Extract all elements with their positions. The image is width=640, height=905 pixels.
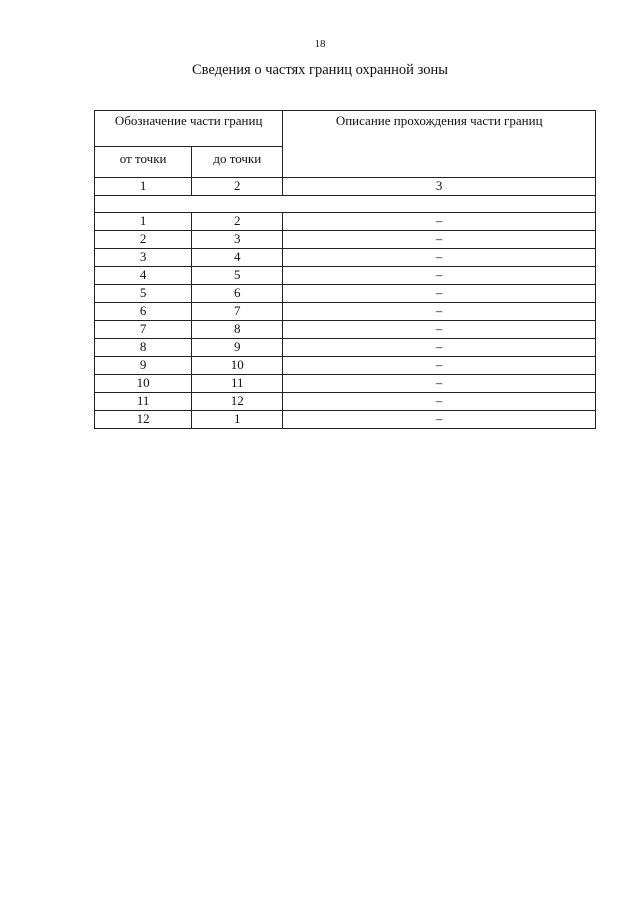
table-row [95,357,596,375]
column-number-row [95,178,596,196]
from-point-cell: 3 [95,249,192,267]
from-point-cell: 6 [95,303,192,321]
from-point-cell: 4 [95,267,192,285]
header-from-point: от точки [95,147,192,178]
from-point-cell: 9 [95,357,192,375]
to-point-cell: 7 [192,303,283,321]
table-row [95,231,596,249]
to-point-cell: 10 [192,357,283,375]
to-point-cell: 5 [192,267,283,285]
header-boundary-designation: Обозначение части границ [95,111,283,147]
table-row [95,267,596,285]
table-row [95,393,596,411]
column-number: 3 [283,178,596,196]
table-row [95,285,596,303]
to-point-cell: 2 [192,213,283,231]
description-cell: – [283,339,596,357]
table-row [95,411,596,429]
to-point-cell: 12 [192,393,283,411]
page-number: 18 [314,38,326,50]
description-cell: – [283,285,596,303]
spacer-row [95,196,596,213]
description-cell: – [283,357,596,375]
spacer-cell [95,196,596,213]
description-cell: – [283,213,596,231]
to-point-cell: 9 [192,339,283,357]
to-point-cell: 11 [192,375,283,393]
table-row [95,321,596,339]
column-number: 1 [95,178,192,196]
table-row [95,375,596,393]
from-point-cell: 7 [95,321,192,339]
table-row [95,339,596,357]
table-row [95,249,596,267]
description-cell: – [283,267,596,285]
description-cell: – [283,249,596,267]
description-cell: – [283,231,596,249]
description-cell: – [283,321,596,339]
to-point-cell: 4 [192,249,283,267]
from-point-cell: 2 [95,231,192,249]
table-row [95,303,596,321]
boundary-table [94,110,596,429]
header-to-point: до точки [192,147,283,178]
from-point-cell: 11 [95,393,192,411]
description-cell: – [283,411,596,429]
from-point-cell: 8 [95,339,192,357]
from-point-cell: 12 [95,411,192,429]
description-cell: – [283,393,596,411]
header-description: Описание прохождения части границ [283,111,596,178]
column-number: 2 [192,178,283,196]
from-point-cell: 1 [95,213,192,231]
to-point-cell: 1 [192,411,283,429]
to-point-cell: 8 [192,321,283,339]
description-cell: – [283,375,596,393]
from-point-cell: 5 [95,285,192,303]
to-point-cell: 3 [192,231,283,249]
description-cell: – [283,303,596,321]
from-point-cell: 10 [95,375,192,393]
to-point-cell: 6 [192,285,283,303]
header-row [95,111,596,147]
page-title: Сведения о частях границ охранной зоны [192,62,448,78]
table-row [95,213,596,231]
